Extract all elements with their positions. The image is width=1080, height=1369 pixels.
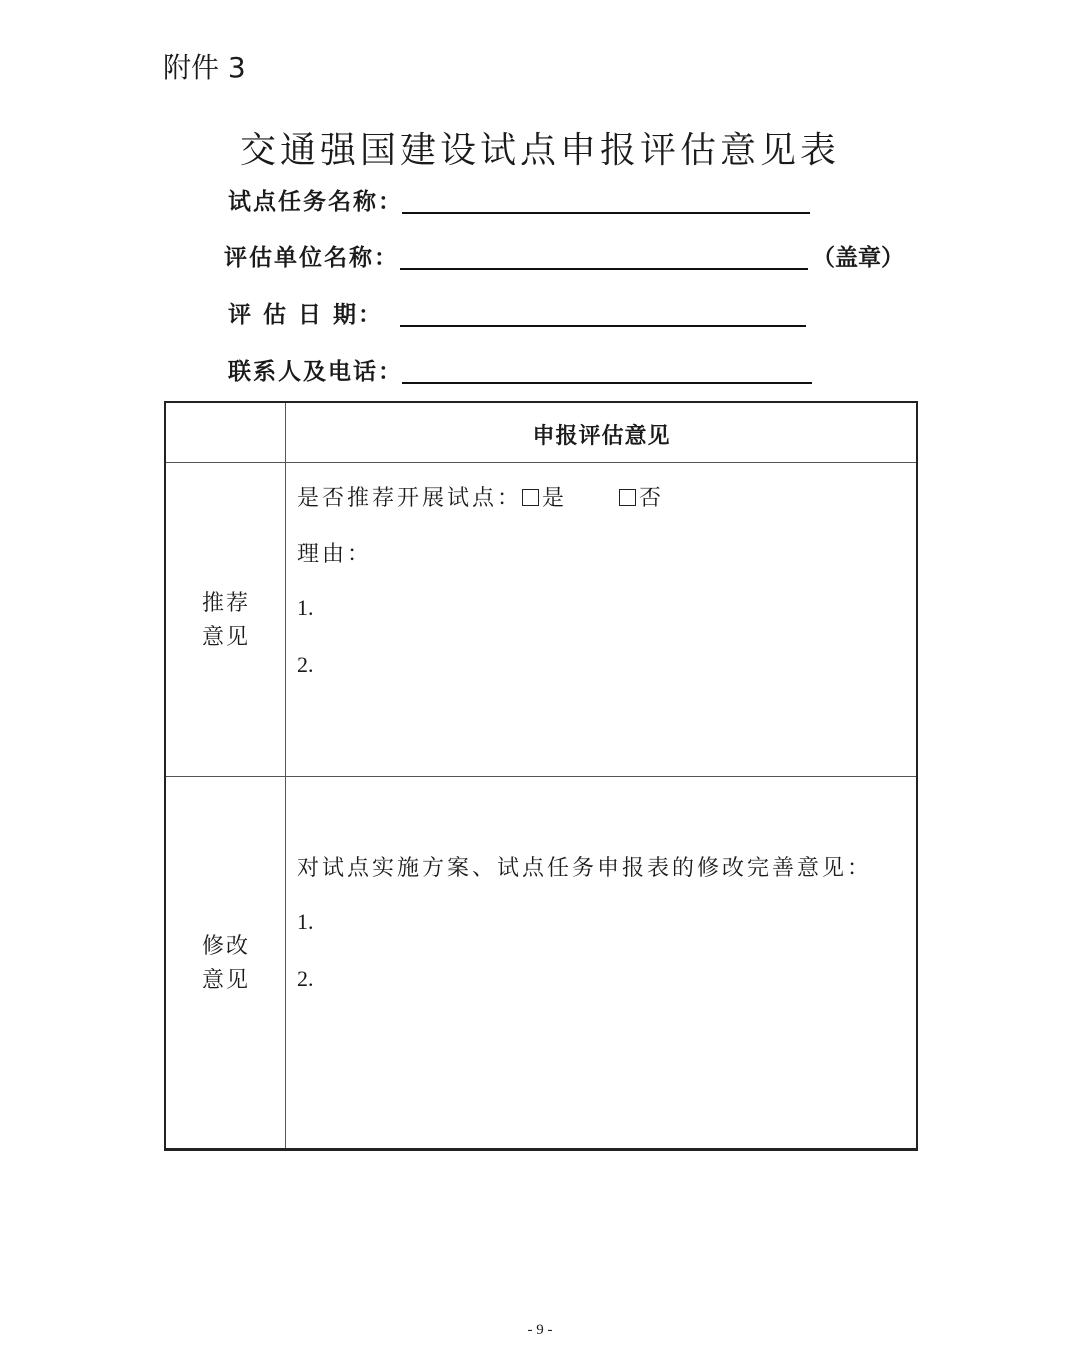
task-name-label: 试点任务名称： [228,189,403,215]
evaluation-table [164,401,918,1151]
revise-label-line1: 修改 [201,934,250,959]
recommend-item-1: 1. [297,595,314,620]
option-no[interactable] [619,481,664,512]
revise-label-line2: 意见 [201,968,250,993]
reason-label: 理由： [297,542,373,567]
contact-label: 联系人及电话： [228,359,403,385]
contact-input-line[interactable] [402,382,812,384]
revise-row-label [166,930,286,998]
task-name-input-line[interactable] [402,212,810,214]
recommend-row-label [166,587,286,655]
option-yes-label: 是 [542,486,568,511]
revise-item-1: 1. [297,909,314,934]
revise-item-2: 2. [297,966,314,991]
option-no-label: 否 [639,486,665,511]
attachment-label: 附件 3 [163,51,246,84]
checkbox-no[interactable] [619,489,636,506]
date-field [228,293,828,333]
option-yes[interactable] [522,481,567,512]
date-label: 评 估 日 期： [228,302,384,328]
revise-prompt: 对试点实施方案、试点任务申报表的修改完善意见： [297,856,873,881]
unit-name-field [224,236,924,276]
unit-name-input-line[interactable] [400,268,808,270]
task-name-field [228,180,828,220]
seal-note: （盖章） [812,245,904,271]
header-divider [166,462,916,463]
table-header: 申报评估意见 [532,424,671,449]
page-number: - 9 - [527,1322,553,1338]
checkbox-yes[interactable] [522,489,539,506]
recommend-label-line2: 意见 [201,625,250,650]
date-input-line[interactable] [400,325,806,327]
contact-field [228,350,828,390]
recommend-label-line1: 推荐 [201,591,250,616]
recommend-question: 是否推荐开展试点： [297,486,523,511]
recommend-item-2: 2. [297,652,314,677]
unit-name-label: 评估单位名称： [224,245,399,271]
recommend-question-line [297,481,664,512]
row-divider [166,776,916,777]
page-title: 交通强国建设试点申报评估意见表 [239,130,840,171]
